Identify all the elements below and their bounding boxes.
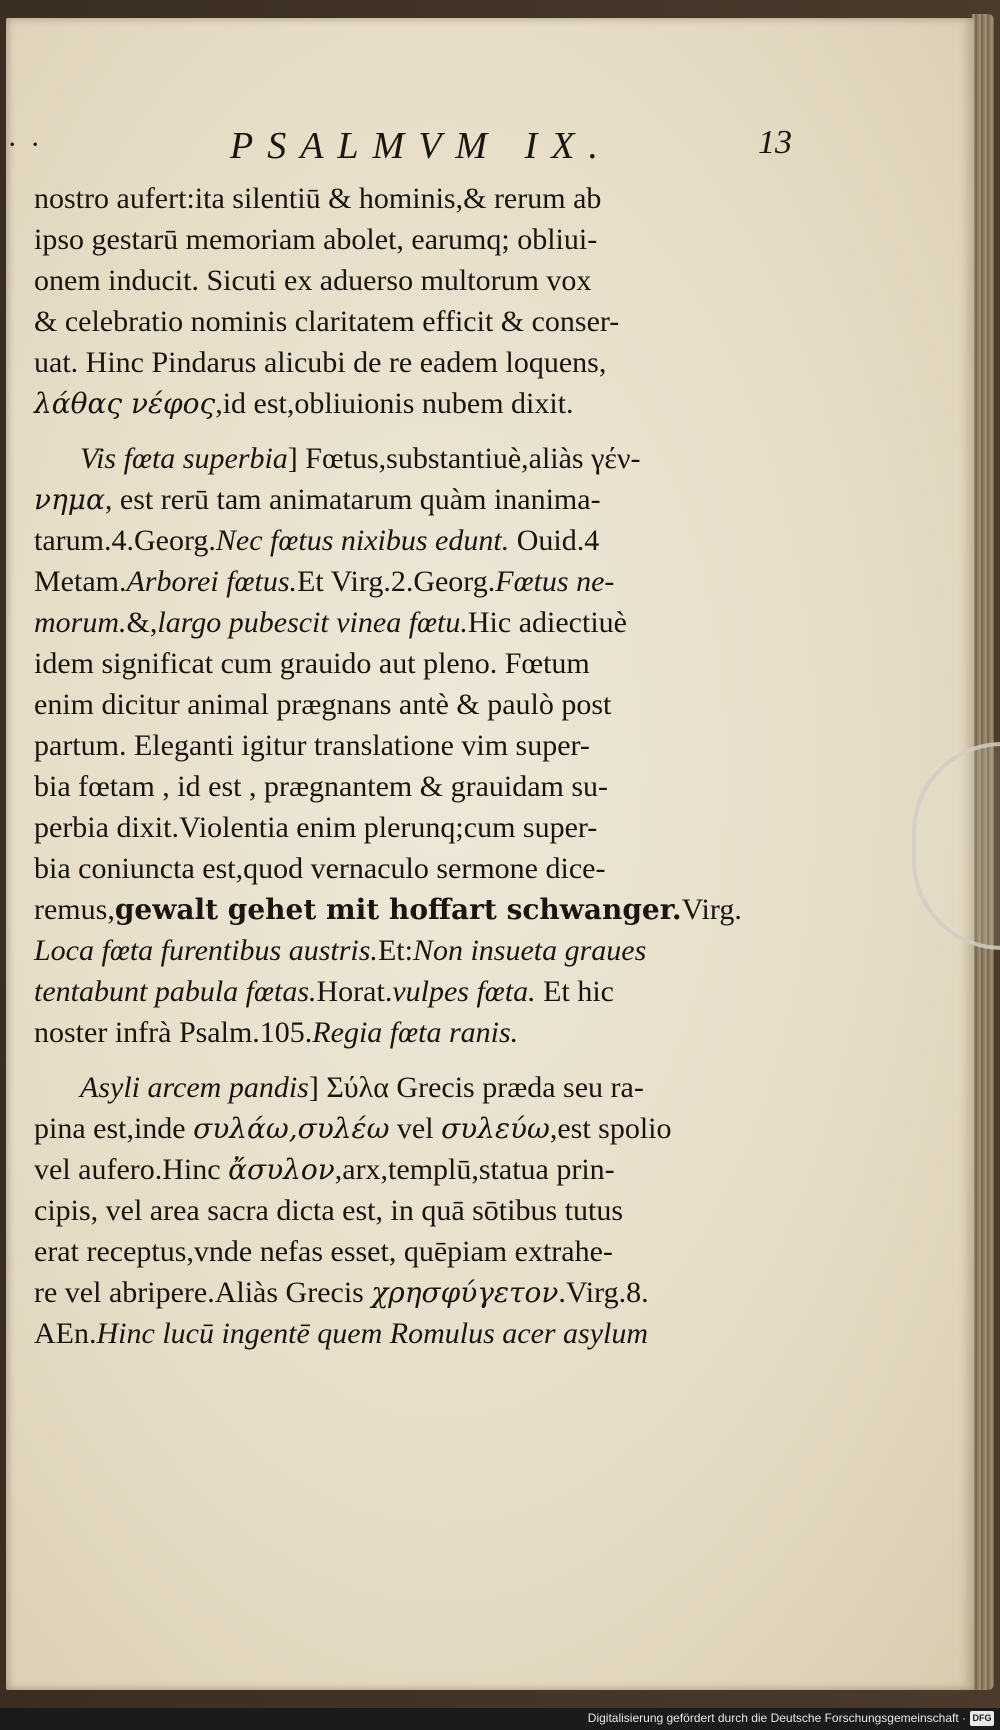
greek-text: συλεύω [441,1112,550,1145]
text-run: noster infrà Psalm.105. [34,1016,313,1049]
text-run: ,id est,obliuionis nubem dixit. [215,387,574,420]
text-line [34,807,814,848]
quotation: morum. [34,606,127,639]
text-run: ipso gestarū memoriam abolet, earumq; obliui- [34,223,598,256]
text-run: ] Σύλα Grecis præda seu ra- [308,1071,644,1104]
body-text [34,178,814,1354]
text-run: perbia dixit.Violentia enim plerunq;cum super- [34,811,598,844]
text-line [34,342,814,383]
text-line [34,1272,814,1313]
funding-credit: Digitalisierung gefördert durch die Deutsche Forschungsgemeinschaft · [587,1711,966,1725]
text-run: ,arx,templū,statua prin- [334,1153,615,1186]
text-run: cipis, vel area sacra dicta est, in quā sōtibus tutus [34,1194,623,1227]
dfg-logo: DFG [970,1711,994,1726]
text-run: uat. Hinc Pindarus alicubi de re eadem loquens, [34,346,607,379]
quotation: Fœtus ne- [495,565,615,598]
text-run: Hic adiectiuè [467,606,627,639]
text-line [34,766,814,807]
text-run: Metam. [34,565,127,598]
text-line [34,889,814,930]
running-head: PSALMVM IX. [230,125,612,167]
lemma: Asyli arcem pandis [80,1071,309,1104]
text-line [34,520,814,561]
quotation: Hinc lucū ingentē quem Romulus acer asylum [96,1317,649,1350]
quotation: tentabunt pabula fœtas. [34,975,317,1008]
greek-text: λάθας νέφος [34,387,216,420]
text-line [34,602,814,643]
text-run: AEn. [34,1317,97,1350]
quotation: vulpes fœta. [392,975,536,1008]
text-run: Virg. [681,893,742,926]
text-run: Ouid.4 [509,524,600,557]
paragraph-spacer [34,424,814,438]
text-line [34,383,814,424]
page-number: 13 [758,124,792,161]
text-line [34,684,814,725]
quotation: Nec fœtus nixibus edunt. [215,524,510,557]
text-run: remus, [34,893,115,926]
text-line [34,438,814,479]
text-run: , est rerū tam animatarum quàm inanima- [104,483,601,516]
quotation: Loca fœta furentibus austris. [34,934,378,967]
quotation: Arborei fœtus. [126,565,298,598]
german-blackletter: gewalt gehet mit hoffart schwanger. [114,893,682,926]
text-run: Et: [377,934,413,967]
text-line [34,301,814,342]
text-line [34,178,814,219]
text-run: ] Fœtus,substantiuè,aliàs γέν- [287,442,641,475]
text-line [34,479,814,520]
text-line [34,848,814,889]
text-run: enim dicitur animal prægnans antè & paulò post [34,688,612,721]
greek-text: συλάω,συλέω [193,1112,390,1145]
text-line [34,1190,814,1231]
text-run: Et hic [535,975,614,1008]
text-run: nostro aufert:ita silentiū & hominis,& rerum ab [34,182,602,215]
text-line [34,219,814,260]
text-line [34,971,814,1012]
quotation: Non insueta graues [412,934,647,967]
text-line [34,1231,814,1272]
text-run: onem inducit. Sicuti ex aduerso multorum vox [34,264,592,297]
text-run: ,est spolio [549,1112,672,1145]
header-dots: · · [8,128,43,161]
quotation: largo pubescit vinea fœtu. [157,606,468,639]
text-line [34,1067,814,1108]
text-line [34,260,814,301]
text-run: tarum.4.Georg. [34,524,216,557]
text-line [34,725,814,766]
text-run: bia coniuncta est,quod vernaculo sermone dice- [34,852,606,885]
text-line [34,1313,814,1354]
lemma: Vis fœta superbia [80,442,288,475]
text-run: vel [389,1112,442,1145]
text-run: re vel abripere.Aliàs Grecis [34,1276,372,1309]
greek-text: χρησφύγετον [371,1276,559,1309]
text-run: bia fœtam , id est , prægnantem & grauidam su- [34,770,609,803]
text-line [34,930,814,971]
text-run: idem significat cum grauido aut pleno. Fœtum [34,647,590,680]
text-run: erat receptus,vnde nefas esset, quēpiam extrahe- [34,1235,613,1268]
greek-text: ἄσυλον [228,1153,335,1186]
text-run: Horat. [316,975,393,1008]
text-run: Et Virg.2.Georg. [297,565,496,598]
text-run: pina est,inde [34,1112,194,1145]
quotation: Regia fœta ranis. [312,1016,519,1049]
text-line [34,1108,814,1149]
page-header [0,124,1000,172]
text-run: vel aufero.Hinc [34,1153,229,1186]
text-line [34,643,814,684]
text-run: partum. Eleganti igitur translatione vim super- [34,729,590,762]
text-run: .Virg.8. [558,1276,649,1309]
greek-text: νημα [34,483,105,516]
text-line [34,1012,814,1053]
text-run: & celebratio nominis claritatem efficit & conser- [34,305,620,338]
text-line [34,1149,814,1190]
paragraph-spacer [34,1053,814,1067]
text-line [34,561,814,602]
text-run: &, [126,606,158,639]
